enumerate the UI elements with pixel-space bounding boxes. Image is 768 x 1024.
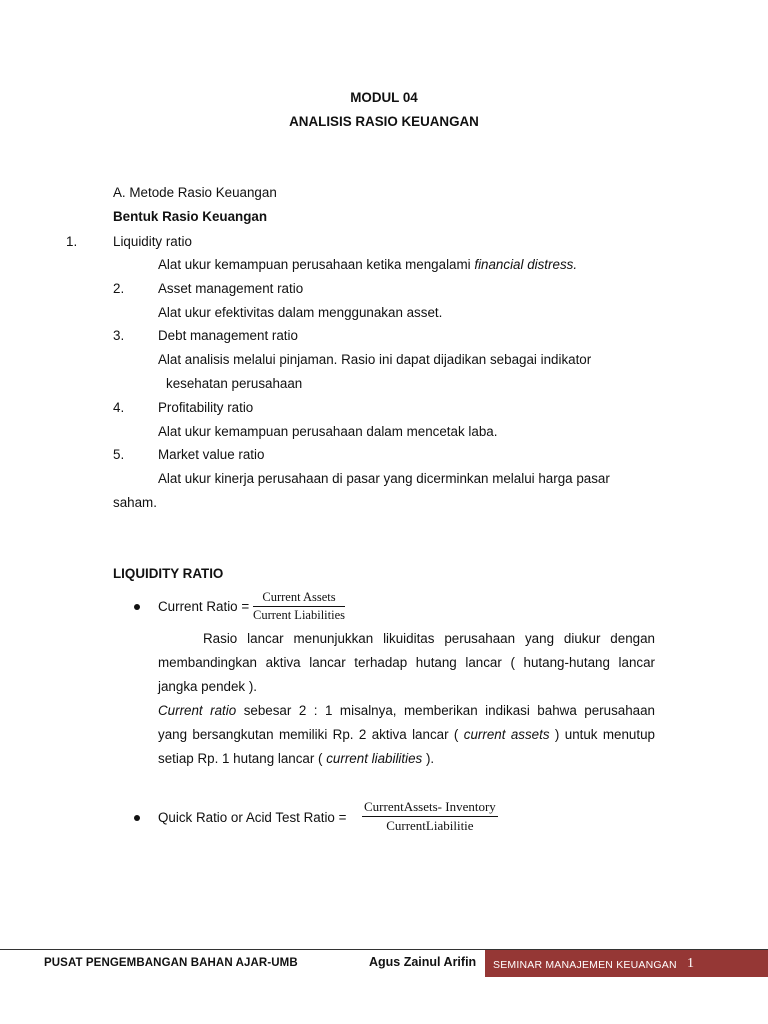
footer-course-box bbox=[485, 950, 768, 977]
document-title: ANALISIS RASIO KEUANGAN bbox=[289, 114, 479, 129]
current-ratio-label: Current Ratio = bbox=[158, 599, 250, 614]
ratio-name: Market value ratio bbox=[158, 447, 265, 462]
ratio-description: Alat ukur kemampuan perusahaan ketika mengalami financial distress. bbox=[158, 257, 578, 272]
section-a-label: A. Metode Rasio Keuangan bbox=[113, 185, 277, 200]
fraction-numerator: CurrentAssets- Inventory bbox=[364, 799, 496, 814]
liquidity-heading: LIQUIDITY RATIO bbox=[113, 566, 224, 581]
list-number: 1. bbox=[66, 234, 78, 249]
current-ratio-fraction bbox=[253, 590, 345, 623]
footer-course: SEMINAR MANAJEMEN KEUANGAN bbox=[493, 959, 677, 971]
ratio-description-continued: kesehatan perusahaan bbox=[166, 376, 303, 391]
section-subheading: Bentuk Rasio Keuangan bbox=[113, 209, 268, 224]
bullet-icon bbox=[134, 815, 140, 821]
list-number: 3. bbox=[113, 328, 125, 343]
ratio-description: Alat ukur kinerja perusahaan di pasar yang dicerminkan melalui harga pasar bbox=[158, 471, 610, 486]
footer-institution: PUSAT PENGEMBANGAN BAHAN AJAR-UMB bbox=[44, 957, 298, 969]
current-ratio-example: Current ratio sebesar 2 : 1 misalnya, memberikan indikasi bahwa perusahaan bbox=[158, 703, 655, 718]
ratio-name: Profitability ratio bbox=[158, 400, 254, 415]
bullet-icon bbox=[134, 604, 140, 610]
ratio-name: Debt management ratio bbox=[158, 328, 298, 343]
module-number: MODUL 04 bbox=[350, 90, 418, 105]
page-number: 1 bbox=[687, 956, 694, 971]
ratio-description: Alat ukur kemampuan perusahaan dalam mencetak laba. bbox=[158, 424, 498, 439]
fraction-denominator: CurrentLiabilitie bbox=[386, 818, 474, 833]
quick-ratio-fraction bbox=[362, 799, 498, 834]
current-ratio-explanation: Rasio lancar menunjukkan likuiditas perusahaan yang diukur dengan membandingkan aktiva lancar terhadap hutang lancar ( hutang-hutang lancar jangka pendek ). Current ratio sebesar 2 : 1 misalnya, memberikan indikasi bahwa perusahaan yang bersangkutan memiliki Rp. 2 aktiva lancar ( current assets ) untuk menutup setiap Rp. 1 hutang lancar ( current liabilities ). bbox=[158, 631, 655, 766]
ratio-name: Asset management ratio bbox=[158, 281, 304, 296]
fraction-denominator: Current Liabilities bbox=[253, 608, 345, 622]
list-number: 5. bbox=[113, 447, 125, 462]
fraction-numerator: Current Assets bbox=[262, 590, 336, 604]
list-number: 2. bbox=[113, 281, 125, 296]
footer-author: Agus Zainul Arifin bbox=[369, 955, 477, 969]
ratio-description-continued: saham. bbox=[113, 495, 157, 510]
quick-ratio-label: Quick Ratio or Acid Test Ratio = bbox=[158, 810, 347, 825]
list-number: 4. bbox=[113, 400, 125, 415]
ratio-name: Liquidity ratio bbox=[113, 234, 192, 249]
ratio-description: Alat analisis melalui pinjaman. Rasio ini dapat dijadikan sebagai indikator bbox=[158, 352, 592, 367]
ratio-description: Alat ukur efektivitas dalam menggunakan asset. bbox=[158, 305, 443, 320]
